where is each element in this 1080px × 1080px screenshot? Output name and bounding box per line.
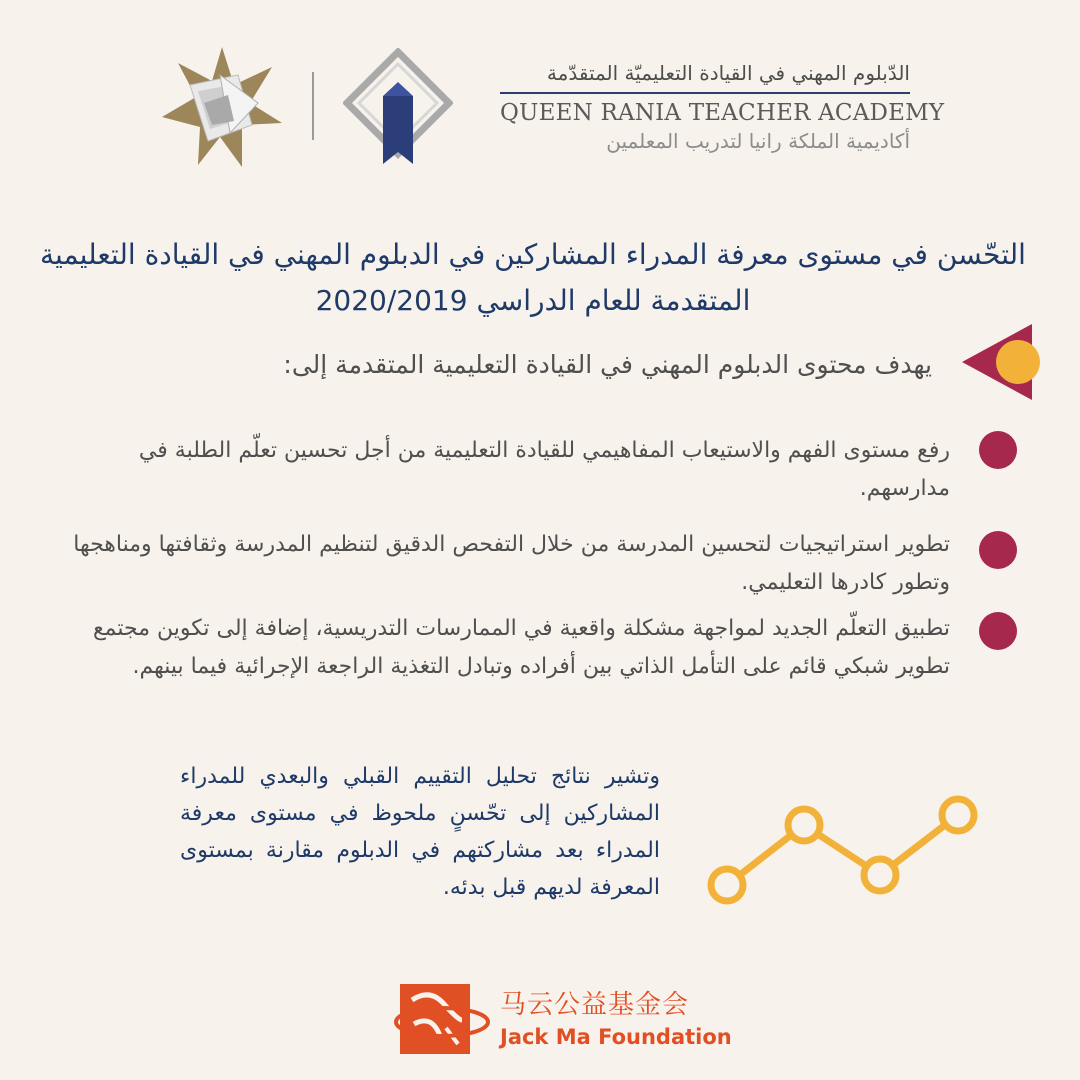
- bullet-dot-icon: [979, 431, 1017, 469]
- intro-marker-icon: [962, 324, 1042, 400]
- jack-ma-foundation-logo-icon: [392, 980, 490, 1058]
- academy-name-arabic: أكاديمية الملكة رانيا لتدريب المعلمين: [606, 129, 910, 153]
- trend-line-icon: [700, 795, 990, 915]
- foundation-name-english: Jack Ma Foundation: [500, 1025, 732, 1049]
- academy-wordmark: [500, 60, 945, 154]
- bullet-item: تطوير استراتيجيات لتحسين المدرسة من خلال التفحص الدقيق لتنظيم المدرسة وثقافتها ومناهجها وتطور كادرها التعليمي.: [73, 532, 950, 595]
- academy-name-english: QUEEN RANIA TEACHER ACADEMY: [500, 100, 945, 126]
- diamond-ribbon-icon: [343, 48, 453, 166]
- academy-rule: [500, 92, 910, 94]
- star-emblem-icon: [160, 45, 285, 170]
- page-title: التحّسن في مستوى معرفة المدراء المشاركين في الدبلوم المهني في القيادة التعليمية المتقدمة للعام الدراسي 2020/2019: [40, 238, 1026, 317]
- bullet-dot-icon: [979, 531, 1017, 569]
- intro-text: يهدف محتوى الدبلوم المهني في القيادة التعليمية المتقدمة إلى:: [283, 350, 932, 379]
- bullet-item: تطبيق التعلّم الجديد لمواجهة مشكلة واقعية في الممارسات التدريسية، إضافة إلى تكوين مجتمع تطوير شبكي قائم على التأمل الذاتي بين أفراده وتبادل التغذية الراجعة الإجرائية فيما بينهم.: [92, 616, 950, 679]
- header-divider: [312, 72, 314, 140]
- conclusion-text: وتشير نتائج تحليل التقييم القبلي والبعدي للمدراء المشاركين إلى تحّسنٍ ملحوظ في مستوى معرفة المدراء بعد مشاركتهم في الدبلوم مقارنة بمستوى المعرفة لديهم قبل بدئه.: [180, 764, 660, 900]
- bullet-dot-icon: [979, 612, 1017, 650]
- bullet-item: رفع مستوى الفهم والاستيعاب المفاهيمي للقيادة التعليمية من أجل تحسين تعلّم الطلبة في مدارسهم.: [138, 438, 950, 501]
- foundation-name-chinese: 马云公益基金会: [500, 990, 690, 1020]
- academy-program-arabic: الدّبلوم المهني في القيادة التعليميّة المتقدّمة: [546, 61, 910, 85]
